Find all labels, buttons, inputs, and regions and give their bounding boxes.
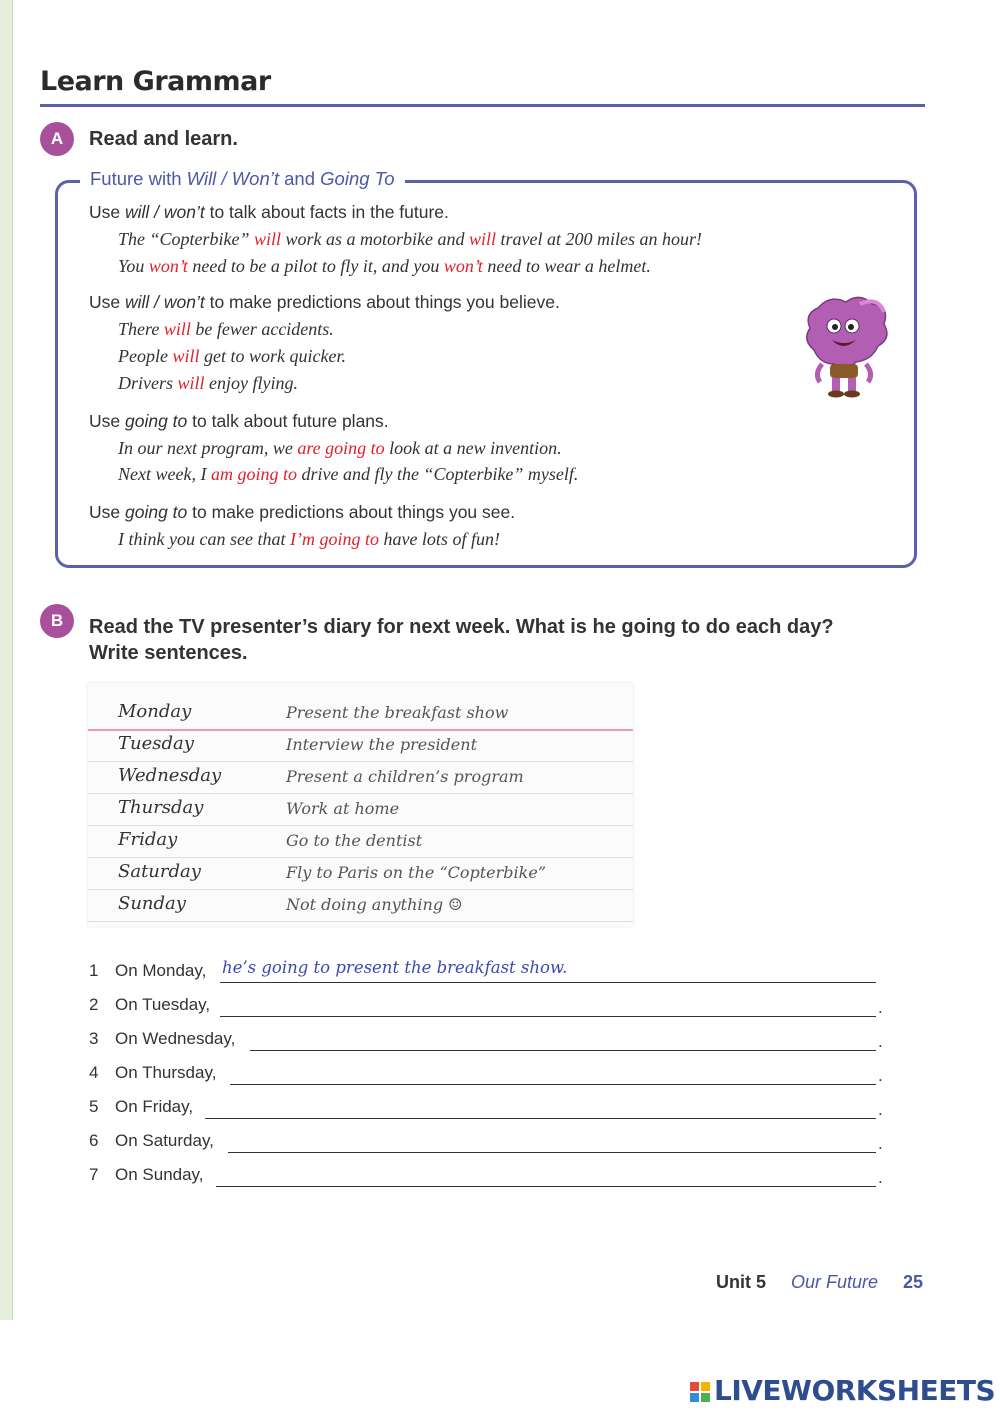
liveworksheets-logo-icon	[690, 1382, 710, 1402]
answer-end-period: .	[878, 1168, 883, 1187]
answer-line-2[interactable]	[220, 1016, 876, 1017]
answer-row: 6 On Saturday,	[89, 1131, 214, 1150]
answer-line-7[interactable]	[216, 1186, 876, 1187]
example-3b: Next week, I am going to drive and fly the “Copterbike” myself.	[118, 464, 579, 484]
answer-row: 3 On Wednesday,	[89, 1029, 236, 1048]
diary-day: Friday	[118, 829, 178, 850]
section-b-heading-line2: Write sentences.	[89, 642, 248, 664]
diary-task: Fly to Paris on the “Copterbike”	[286, 863, 546, 882]
watermark-text: LIVEWORKSHEETS	[714, 1374, 996, 1407]
diary-day: Tuesday	[118, 733, 194, 754]
diary-card	[88, 683, 633, 926]
answer-end-period: .	[878, 1100, 883, 1119]
answer-row: 7 On Sunday,	[89, 1165, 204, 1184]
rule-3: Use going to to talk about future plans.	[89, 411, 389, 431]
section-a-heading: Read and learn.	[89, 128, 238, 150]
rule-2: Use will / won’t to make predictions about things you believe.	[89, 292, 560, 312]
diary-row	[88, 793, 633, 826]
example-2b: People will get to work quicker.	[118, 346, 346, 366]
diary-day: Saturday	[118, 861, 201, 882]
diary-row	[88, 889, 633, 922]
answer-row: 5 On Friday,	[89, 1097, 194, 1116]
answer-written-1: he’s going to present the breakfast show.	[222, 958, 568, 977]
diary-task: Not doing anything ☺	[286, 895, 463, 914]
diary-row	[88, 761, 633, 794]
answer-line-4[interactable]	[230, 1084, 876, 1085]
watermark[interactable]	[690, 1374, 995, 1407]
example-4a: I think you can see that I’m going to have lots of fun!	[118, 529, 500, 549]
answer-end-period: .	[878, 1134, 883, 1153]
rule-1: Use will / won’t to talk about facts in the future.	[89, 202, 449, 222]
diary-task: Present a children’s program	[286, 767, 524, 786]
section-a-badge: A	[40, 122, 74, 156]
page-number: 25	[903, 1272, 924, 1292]
example-2a: There will be fewer accidents.	[118, 319, 334, 339]
section-b-heading-line1: Read the TV presenter’s diary for next week. What is he going to do each day?	[89, 616, 834, 638]
page-title: Learn Grammar	[40, 66, 271, 97]
diary-row	[88, 729, 633, 762]
mascot-illustration	[800, 294, 892, 398]
answer-end-period: .	[878, 1066, 883, 1085]
footer-topic: Our Future	[791, 1272, 879, 1292]
diary-task: Go to the dentist	[286, 831, 423, 850]
answer-end-period: .	[878, 1032, 883, 1051]
diary-day: Sunday	[118, 893, 186, 914]
footer-unit: Unit 5	[716, 1272, 767, 1292]
diary-day: Thursday	[118, 797, 204, 818]
answer-line-6[interactable]	[228, 1152, 876, 1153]
diary-row	[88, 697, 633, 731]
diary-task: Present the breakfast show	[286, 703, 509, 722]
diary-day: Wednesday	[118, 765, 222, 786]
diary-day: Monday	[118, 701, 192, 722]
answer-end-period: .	[878, 998, 883, 1017]
example-2c: Drivers will enjoy flying.	[118, 373, 298, 393]
answer-line-5[interactable]	[205, 1118, 876, 1119]
diary-row	[88, 825, 633, 858]
diary-row	[88, 857, 633, 890]
grammar-box-title: Future with Will / Won’t and Going To	[80, 168, 405, 190]
section-b-badge: B	[40, 604, 74, 638]
page-edge	[0, 0, 13, 1320]
answer-row: 2 On Tuesday,	[89, 995, 211, 1014]
answer-row: 1 On Monday,	[89, 961, 207, 980]
title-divider	[40, 104, 925, 107]
rule-4: Use going to to make predictions about things you see.	[89, 502, 516, 522]
example-3a: In our next program, we are going to look at a new invention.	[118, 438, 562, 458]
answer-line-3[interactable]	[250, 1050, 876, 1051]
answer-line-1[interactable]	[220, 982, 876, 983]
diary-task: Interview the president	[286, 735, 477, 754]
example-1b: You won’t need to be a pilot to fly it, and you won’t need to wear a helmet.	[118, 256, 651, 276]
answer-row: 4 On Thursday,	[89, 1063, 217, 1082]
example-1a: The “Copterbike” will work as a motorbike and will travel at 200 miles an hour!	[118, 229, 703, 249]
diary-task: Work at home	[286, 799, 400, 818]
